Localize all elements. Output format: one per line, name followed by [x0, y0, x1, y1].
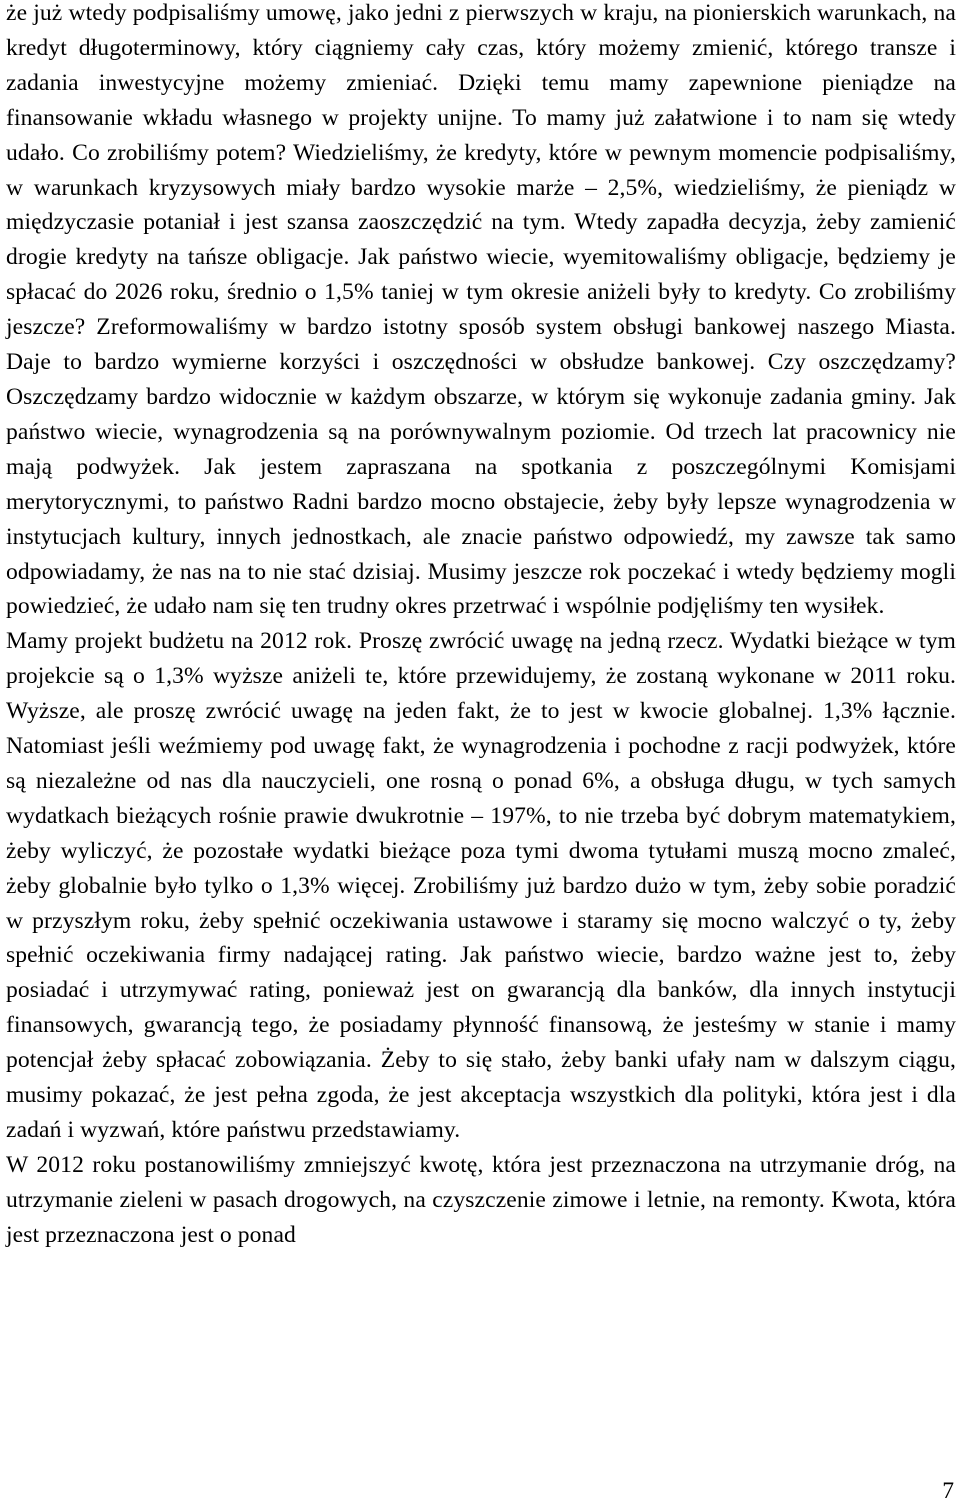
body-text [6, 0, 956, 1253]
page-number: 7 [942, 1478, 954, 1504]
paragraph-1: że już wtedy podpisaliśmy umowę, jako jedni z pierwszych w kraju, na pionierskich warunkach, na kredyt długoterminowy, który ciągniemy cały czas, który możemy zmienić, którego transze i zadania inwestycyjne możemy zmieniać. Dzięki temu mamy zapewnione pieniądze na finansowanie wkładu własnego w projekty unijne. To mamy już załatwione i to nam się wtedy udało. Co zrobiliśmy potem? Wiedzieliśmy, że kredyty, które w pewnym momencie podpisaliśmy, w warunkach kryzysowych miały bardzo wysokie marże – 2,5%, wiedzieliśmy, że pieniądz w międzyczasie potaniał i jest szansa zaoszczędzić na tym. Wtedy zapadła decyzja, żeby zamienić drogie kredyty na tańsze obligacje. Jak państwo wiecie, wyemitowaliśmy obligacje, będziemy je spłacać do 2026 roku, średnio o 1,5% taniej w tym okresie aniżeli były to kredyty. Co zrobiliśmy jeszcze? Zreformowaliśmy w bardzo istotny sposób system obsługi bankowej naszego Miasta. Daje to bardzo wymierne korzyści i oszczędności w obsłudze bankowej. Czy oszczędzamy? Oszczędzamy bardzo widocznie w każdym obszarze, w którym się wykonuje zadania gminy. Jak państwo wiecie, wynagrodzenia są na porównywalnym poziomie. Od trzech lat pracownicy nie mają podwyżek. Jak jestem zapraszana na spotkania z poszczególnymi Komisjami merytorycznymi, to państwo Radni bardzo mocno obstajecie, żeby były lepsze wynagrodzenia w instytucjach kultury, innych jednostkach, ale znacie państwo odpowiedź, my zawsze tak samo odpowiadamy, że nas na to nie stać dzisiaj. Musimy jeszcze rok poczekać i wtedy będziemy mogli powiedzieć, że udało nam się ten trudny okres przetrwać i wspólnie podjęliśmy ten wysiłek. [6, 0, 956, 620]
paragraph-2: Mamy projekt budżetu na 2012 rok. Proszę zwrócić uwagę na jedną rzecz. Wydatki bieżące w tym projekcie są o 1,3% wyższe aniżeli te, które przewidujemy, że zostaną wykonane w 2011 roku. Wyższe, ale proszę zwrócić uwagę na jeden fakt, że to jest w kwocie globalnej. 1,3% łącznie. Natomiast jeśli weźmiemy pod uwagę fakt, że wynagrodzenia i pochodne z racji podwyżek, które są niezależne od nas dla nauczycieli, one rosną o ponad 6%, a obsługa długu, w tych samych wydatkach bieżących rośnie prawie dwukrotnie – 197%, to nie trzeba być dobrym matematykiem, żeby wyliczyć, że pozostałe wydatki bieżące poza tymi dwoma tytułami muszą mocno zmaleć, żeby globalnie było tylko o 1,3% więcej. Zrobiliśmy już bardzo dużo w tym, żeby sobie poradzić w przyszłym roku, żeby spełnić oczekiwania ustawowe i staramy się mocno walczyć o ty, żeby spełnić oczekiwania firmy nadającej rating. Jak państwo wiecie, bardzo ważne jest to, żeby posiadać i utrzymywać rating, ponieważ jest on gwarancją dla banków, dla innych instytucji finansowych, gwarancją tego, że posiadamy płynność finansową, że jesteśmy w stanie i mamy potencjał żeby spłacać zobowiązania. Żeby to się stało, żeby banki ufały nam w dalszym ciągu, musimy pokazać, że jest pełna zgoda, że jest akceptacja wszystkich dla polityki, która jest i dla zadań i wyzwań, które państwu przedstawiamy. [6, 628, 956, 1143]
paragraph-3: W 2012 roku postanowiliśmy zmniejszyć kwotę, która jest przeznaczona na utrzymanie dróg, na utrzymanie zieleni w pasach drogowych, na czyszczenie zimowe i letnie, na remonty. Kwota, która jest przeznaczona jest o ponad [6, 1151, 956, 1248]
